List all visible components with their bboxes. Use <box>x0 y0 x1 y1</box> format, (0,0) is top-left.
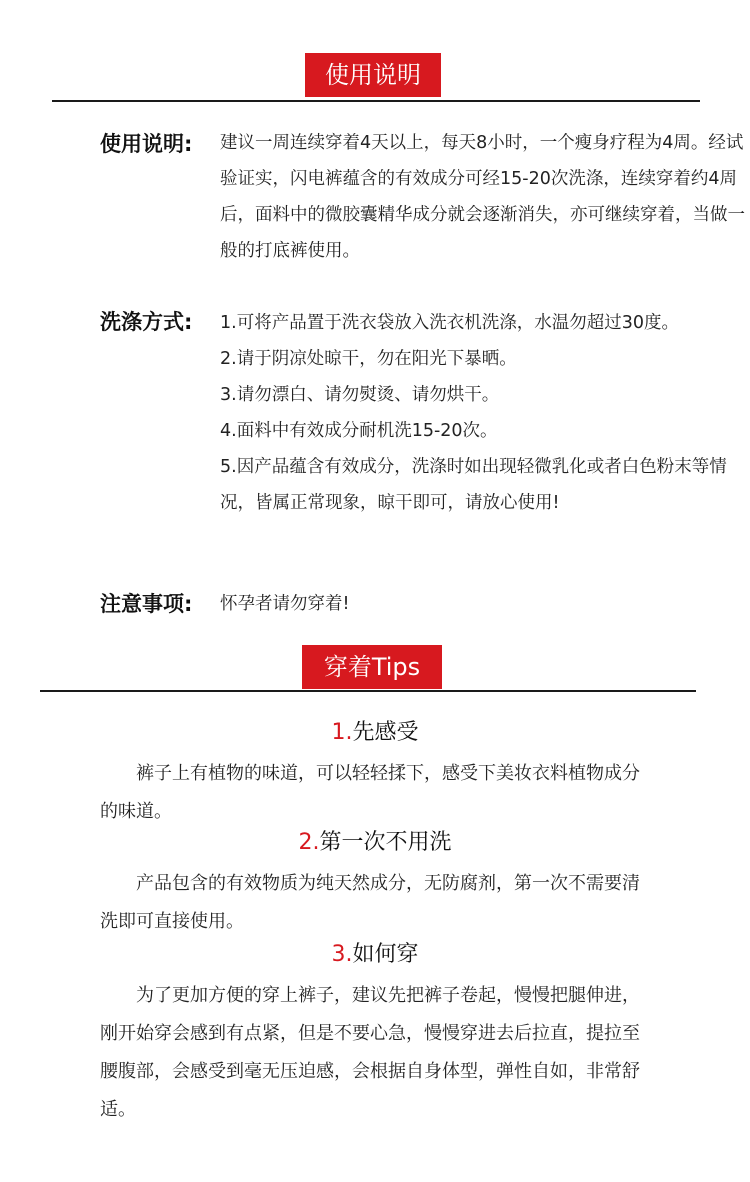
usage-instructions-row <box>100 127 745 297</box>
washing-item-5: 5.因产品蕴含有效成分，洗涤时如出现轻微乳化或者白色粉末等情况，皆属正常现象，晾干即可，请放心使用! <box>220 457 727 513</box>
usage-instructions-label: 使用说明: <box>100 132 193 156</box>
washing-item-2: 2.请于阴凉处晾干，勿在阳光下暴晒。 <box>220 349 517 369</box>
tips-section-divider <box>40 690 696 692</box>
usage-instructions-text: 建议一周连续穿着4天以上，每天8小时，一个瘦身疗程为4周。经试验证实，闪电裤蕴含的有效成分可经15-20次洗涤，连续穿着约4周后，面料中的微胶囊精华成分就会逐渐消失，亦可继续穿着，当做一般的打底裤使用。 <box>220 133 745 261</box>
tip-3-text: 为了更加方便的穿上裤子，建议先把裤子卷起，慢慢把腿伸进，刚开始穿会感到有点紧，但是不要心急，慢慢穿进去后拉直，提拉至腰腹部，会感受到毫无压迫感，会根据自身体型，弹性自如，非常舒适。 <box>100 985 640 1120</box>
notes-row <box>100 587 660 623</box>
usage-section-badge: 使用说明 <box>305 53 441 97</box>
tip-1-text: 裤子上有植物的味道，可以轻轻揉下，感受下美妆衣料植物成分的味道。 <box>100 763 640 822</box>
tip-1-heading: 先感受 <box>352 720 419 745</box>
tip-2-text: 产品包含的有效物质为纯天然成分，无防腐剂，第一次不需要清洗即可直接使用。 <box>100 873 640 932</box>
washing-item-3: 3.请勿漂白、请勿熨烫、请勿烘干。 <box>220 385 500 405</box>
tip-2-title <box>0 826 750 860</box>
washing-method-list <box>220 305 750 521</box>
tip-1-title <box>0 716 750 750</box>
tip-1-number: 1. <box>331 720 353 745</box>
tip-3-heading: 如何穿 <box>352 942 419 967</box>
tip-2-heading: 第一次不用洗 <box>319 830 452 855</box>
tip-3-title <box>0 938 750 972</box>
tips-section-badge: 穿着Tips <box>302 645 442 689</box>
washing-method-row <box>100 305 727 585</box>
usage-section-divider <box>52 100 700 102</box>
washing-item-1: 1.可将产品置于洗衣袋放入洗衣机洗涤，水温勿超过30度。 <box>220 313 679 333</box>
notes-text: 怀孕者请勿穿着! <box>220 594 350 614</box>
tip-3-number: 3. <box>331 942 353 967</box>
tip-2-number: 2. <box>298 830 320 855</box>
washing-method-label: 洗涤方式: <box>100 310 193 334</box>
notes-label: 注意事项: <box>100 592 193 616</box>
washing-item-4: 4.面料中有效成分耐机洗15-20次。 <box>220 421 498 441</box>
